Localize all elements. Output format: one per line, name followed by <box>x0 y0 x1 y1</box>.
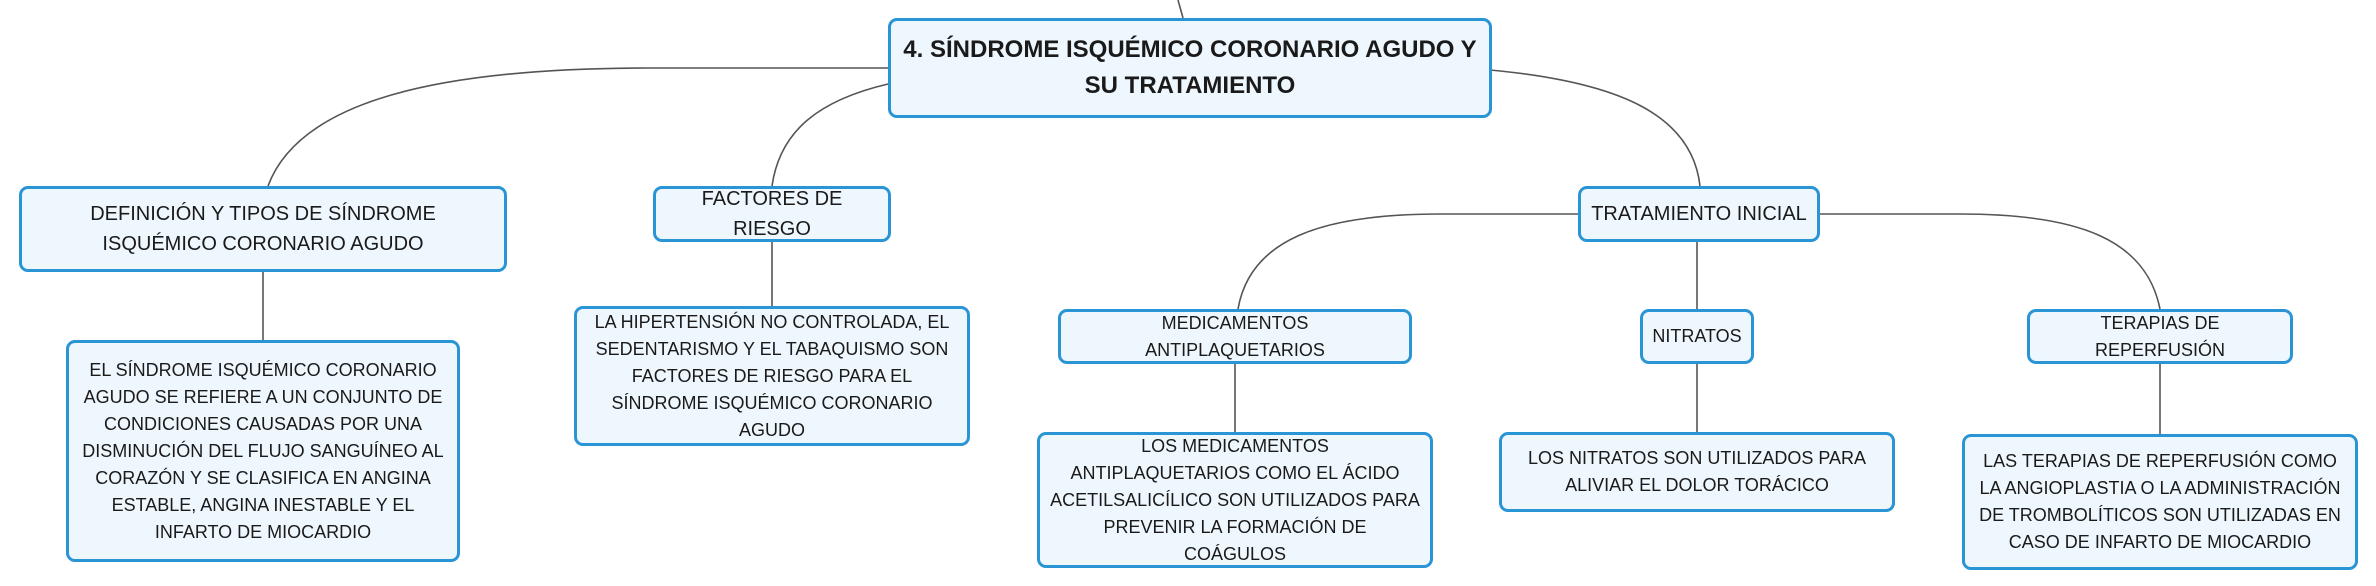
detail-factores[interactable] <box>574 306 970 446</box>
detail-reperfusion-text: LAS TERAPIAS DE REPERFUSIÓN COMO LA ANGIOPLASTIA O LA ADMINISTRACIÓN DE TROMBOLÍTICOS SON UTILIZADAS EN CASO DE INFARTO DE MIOCARDIO <box>1979 451 2341 552</box>
detail-definicion-text: EL SÍNDROME ISQUÉMICO CORONARIO AGUDO SE REFIERE A UN CONJUNTO DE CONDICIONES CAUSADAS POR UNA DISMINUCIÓN DEL FLUJO SANGUÍNEO AL CORAZÓN Y SE CLASIFICA EN ANGINA ESTABLE, ANGINA INESTABLE Y EL INFARTO DE MIOCARDIO <box>82 359 444 542</box>
detail-definicion[interactable] <box>66 340 460 562</box>
topic-factores[interactable] <box>653 186 891 242</box>
subtopic-antiplaquetarios[interactable] <box>1058 309 1412 364</box>
topic-definicion-label: DEFINICIÓN Y TIPOS DE SÍNDROME ISQUÉMICO CORONARIO AGUDO <box>90 203 436 255</box>
topic-tratamiento[interactable] <box>1578 186 1820 242</box>
connector-root-factores <box>772 84 888 186</box>
connector-tratamiento-reperfusion <box>1818 214 2160 309</box>
detail-reperfusion[interactable] <box>1962 434 2358 570</box>
detail-nitratos-text: LOS NITRATOS SON UTILIZADOS PARA ALIVIAR EL DOLOR TORÁCICO <box>1527 448 1867 495</box>
connector-root-definicion <box>268 68 888 186</box>
subtopic-reperfusion-label: TERAPIAS DE REPERFUSIÓN <box>2094 312 2226 360</box>
topic-tratamiento-label: TRATAMIENTO INICIAL <box>1591 203 1807 225</box>
detail-antiplaquetarios-text: LOS MEDICAMENTOS ANTIPLAQUETARIOS COMO EL ÁCIDO ACETILSALICÍLICO SON UTILIZADOS PARA PREVENIR LA FORMACIÓN DE COÁGULOS <box>1050 435 1420 564</box>
topic-definicion[interactable] <box>19 186 507 272</box>
detail-antiplaquetarios[interactable] <box>1037 432 1433 568</box>
connector-root-tratamiento <box>1490 70 1700 186</box>
root-topic-label: 4. SÍNDROME ISQUÉMICO CORONARIO AGUDO Y SU TRATAMIENTO <box>903 36 1477 99</box>
connector-root-parent <box>1178 0 1183 18</box>
detail-factores-text: LA HIPERTENSIÓN NO CONTROLADA, EL SEDENTARISMO Y EL TABAQUISMO SON FACTORES DE RIESGO PARA EL SÍNDROME ISQUÉMICO CORONARIO AGUDO <box>594 311 950 440</box>
subtopic-antiplaquetarios-label: MEDICAMENTOS ANTIPLAQUETARIOS <box>1145 312 1325 360</box>
subtopic-nitratos-label: NITRATOS <box>1652 326 1742 346</box>
connector-tratamiento-antiplaquetarios <box>1238 214 1580 309</box>
detail-nitratos[interactable] <box>1499 432 1895 512</box>
root-topic[interactable] <box>888 18 1492 118</box>
subtopic-reperfusion[interactable] <box>2027 309 2293 364</box>
topic-factores-label: FACTORES DE RIESGO <box>701 188 843 240</box>
subtopic-nitratos[interactable] <box>1640 309 1754 364</box>
